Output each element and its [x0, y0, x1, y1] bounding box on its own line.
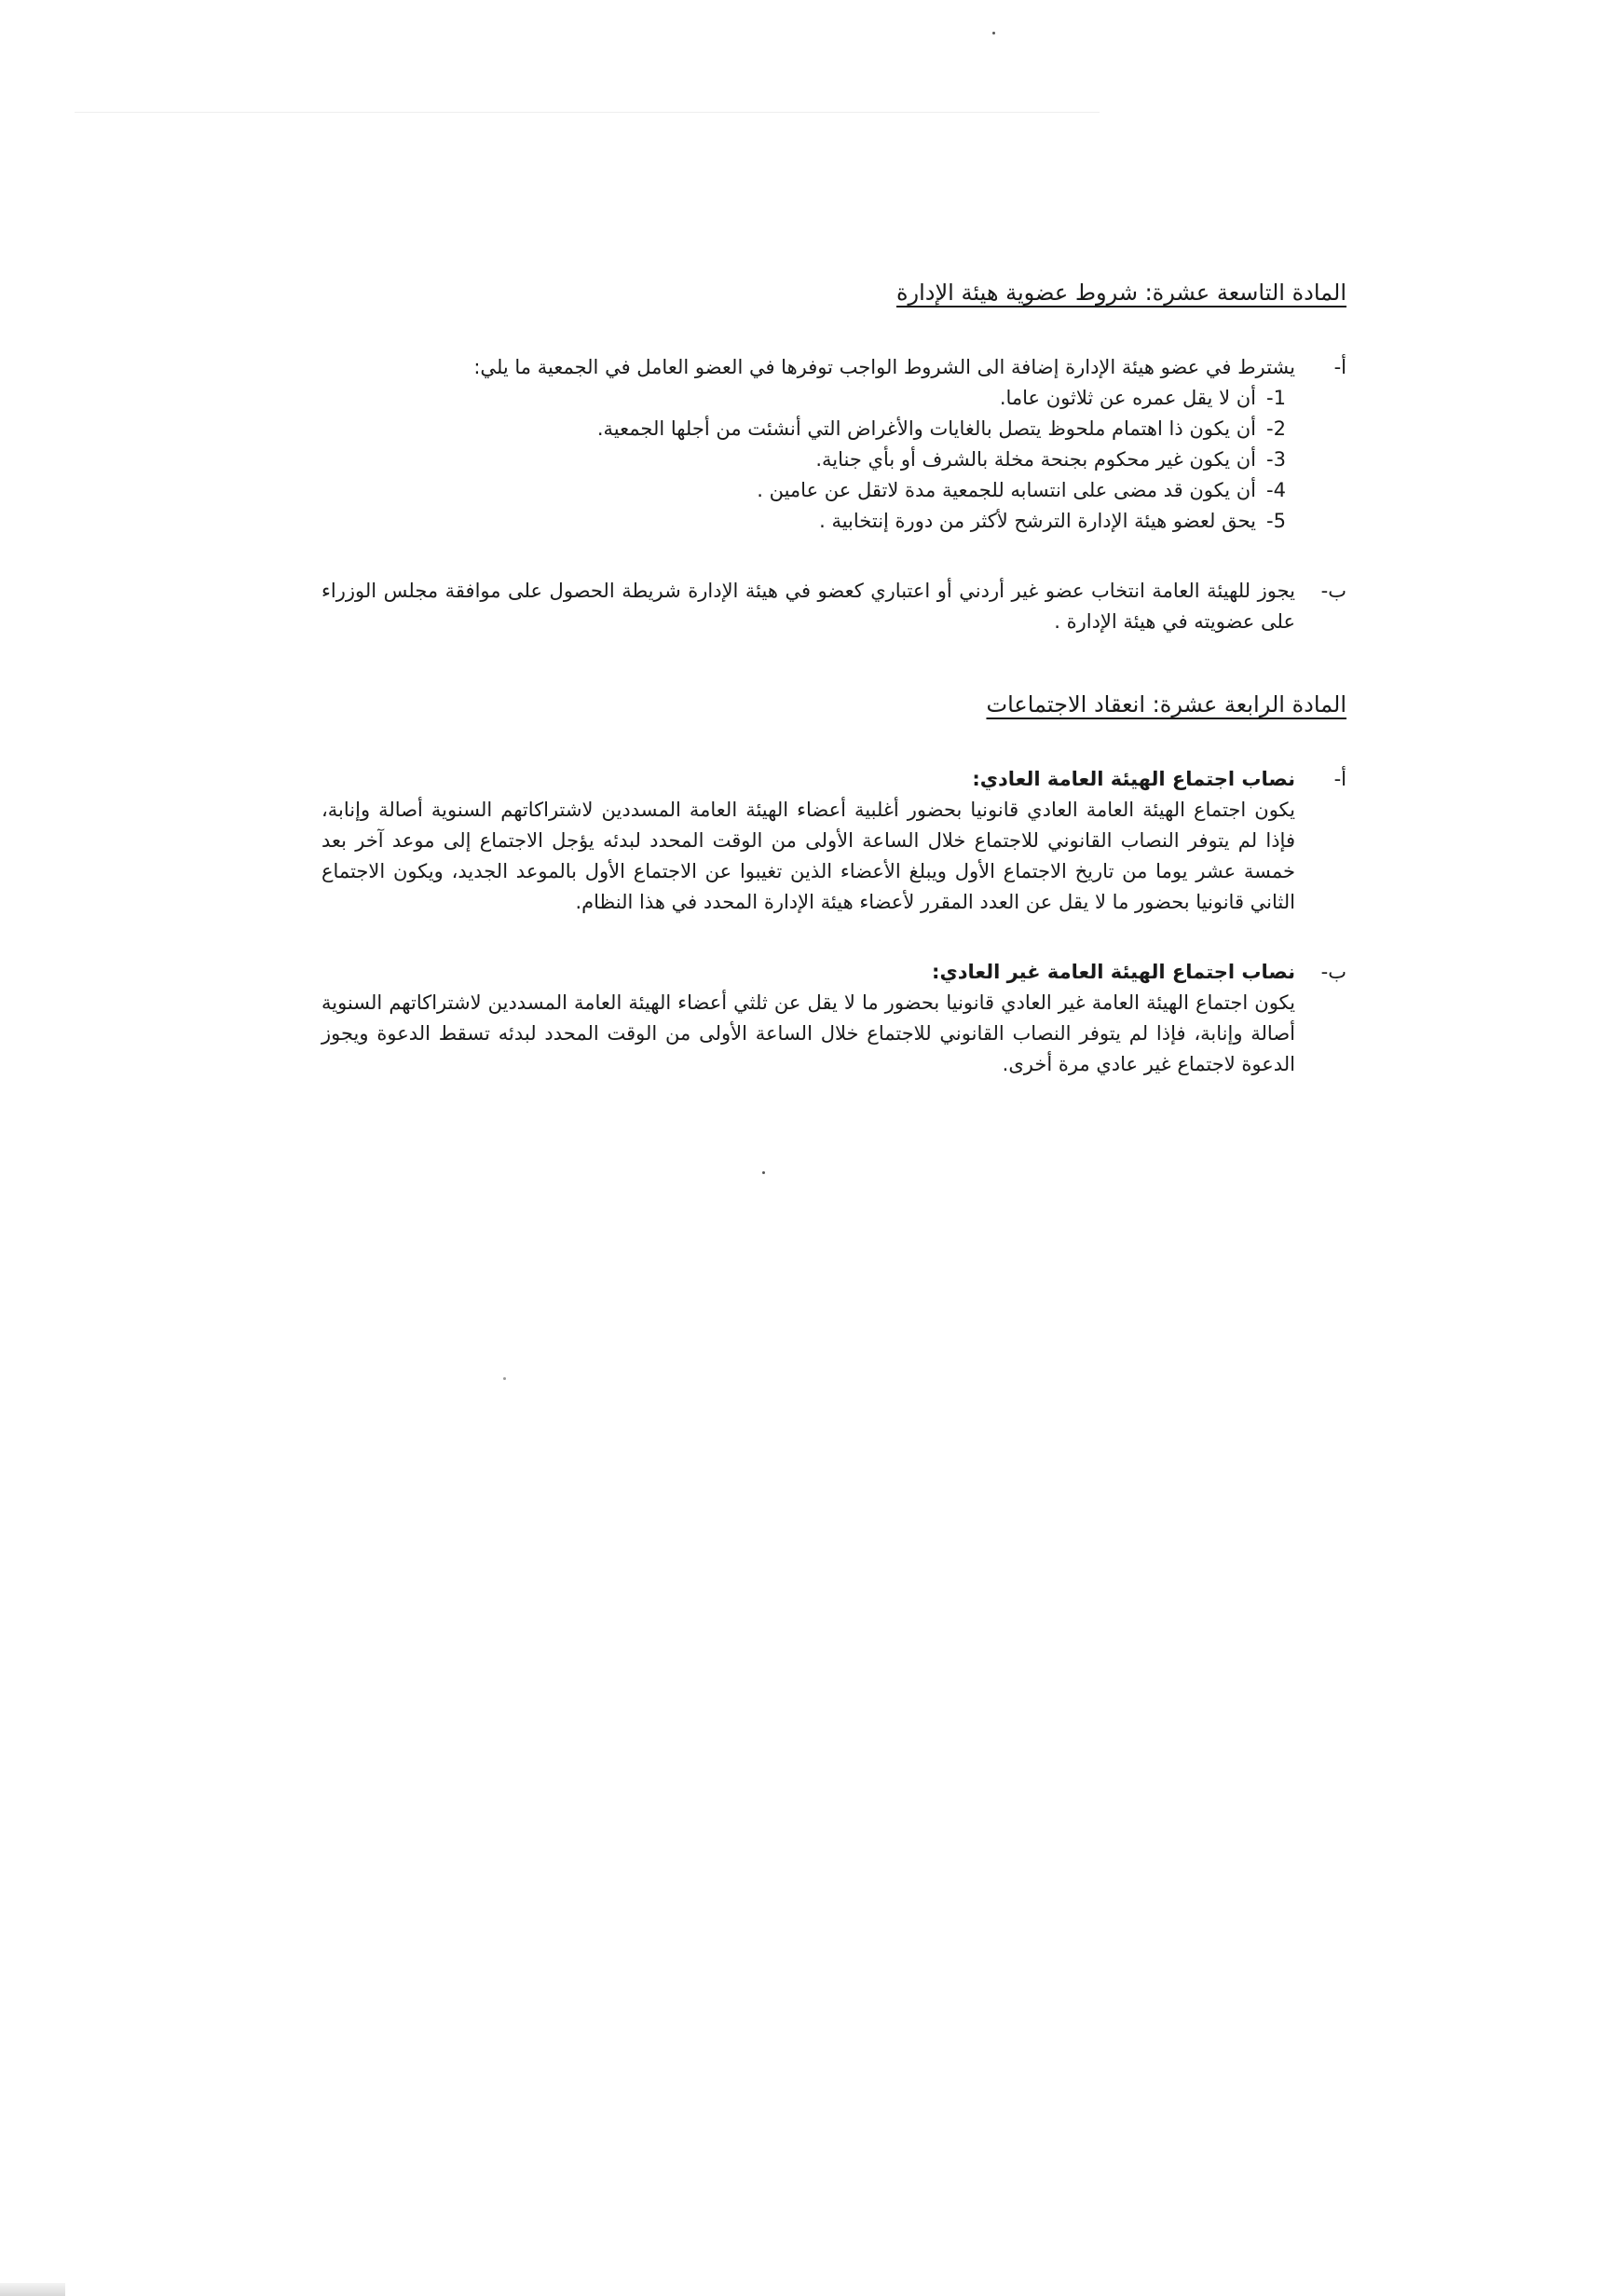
clause-text: يكون اجتماع الهيئة العامة العادي قانونيا بحضور أغلبية أعضاء الهيئة العامة المسددين لاشتراكاتهم السنوية أصالة وإنابة، فإذا لم يتوفر النصاب القانوني للاجتماع خلال الساعة الأولى من الوقت المحدد لبدئه يؤجل الاجتماع إلى موعد آخر بعد خمسة عشر يوما من تاريخ الاجتماع الأول ويبلغ الأعضاء الذين تغيبوا عن الاجتماع الأول بالموعد الجديد، ويكون الاجتماع الثاني قانونيا بحضور ما لا يقل عن العدد المقرر لأعضاء هيئة الإدارة المحدد في هذا النظام.	[321, 799, 1295, 913]
scan-edge-line	[75, 112, 1100, 113]
article-19-clause-b	[321, 576, 1346, 637]
scan-corner-shadow	[0, 2283, 65, 2296]
condition-text: يحق لعضو هيئة الإدارة الترشح لأكثر من دورة إنتخابية .	[819, 510, 1256, 532]
condition-item	[321, 506, 1286, 537]
condition-number: 3-	[1266, 448, 1286, 471]
scan-speck	[503, 1377, 506, 1380]
clause-intro: يشترط في عضو هيئة الإدارة إضافة الى الشروط الواجب توفرها في العضو العامل في الجمعية ما يلي:	[473, 356, 1295, 378]
clause-mark: ب-	[1320, 580, 1346, 602]
clause-text: يجوز للهيئة العامة انتخاب عضو غير أردني أو اعتباري كعضو في هيئة الإدارة شريطة الحصول على موافقة مجلس الوزراء على عضويته في هيئة الإدارة .	[321, 580, 1295, 633]
clause-text: يكون اجتماع الهيئة العامة غير العادي قانونيا بحضور ما لا يقل عن ثلثي أعضاء الهيئة العامة المسددين لاشتراكاتهم السنوية أصالة وإنابة، فإذا لم يتوفر النصاب القانوني للاجتماع خلال الساعة الأولى من الوقت المحدد لبدئه تسقط الدعوة ويجوز الدعوة لاجتماع غير عادي مرة أخرى.	[321, 991, 1295, 1075]
condition-item	[321, 444, 1286, 475]
article-14-clause-b	[321, 957, 1346, 1080]
conditions-list	[321, 383, 1295, 537]
clause-mark: أ-	[1333, 356, 1346, 378]
clause-title: نصاب اجتماع الهيئة العامة العادي:	[972, 768, 1295, 790]
condition-text: أن يكون قد مضى على انتسابه للجمعية مدة لاتقل عن عامين .	[757, 479, 1256, 501]
condition-number: 2-	[1266, 417, 1286, 440]
clause-mark: ب-	[1320, 961, 1346, 983]
condition-item	[321, 383, 1286, 414]
clause-body	[321, 957, 1295, 1080]
condition-number: 1-	[1266, 387, 1286, 409]
clause-title: نصاب اجتماع الهيئة العامة غير العادي:	[932, 961, 1295, 983]
document-page	[321, 280, 1346, 1080]
scan-speck	[762, 1171, 765, 1174]
clause-mark: أ-	[1333, 768, 1346, 790]
clause-body	[321, 764, 1295, 918]
article-19-clause-a	[321, 352, 1346, 537]
condition-text: أن يكون غير محكوم بجنحة مخلة بالشرف أو بأي جناية.	[815, 448, 1256, 471]
scan-speck	[992, 32, 995, 34]
condition-item	[321, 414, 1286, 444]
condition-number: 4-	[1266, 479, 1286, 501]
condition-text: أن لا يقل عمره عن ثلاثون عاما.	[999, 387, 1256, 409]
condition-text: أن يكون ذا اهتمام ملحوظ يتصل بالغايات والأغراض التي أنشئت من أجلها الجمعية.	[596, 417, 1256, 440]
article-14-heading: المادة الرابعة عشرة: انعقاد الاجتماعات	[986, 691, 1346, 718]
condition-number: 5-	[1266, 510, 1286, 532]
article-14-clause-a	[321, 764, 1346, 918]
article-19-heading: المادة التاسعة عشرة: شروط عضوية هيئة الإدارة	[895, 280, 1346, 306]
clause-body	[321, 352, 1295, 537]
condition-item	[321, 475, 1286, 506]
